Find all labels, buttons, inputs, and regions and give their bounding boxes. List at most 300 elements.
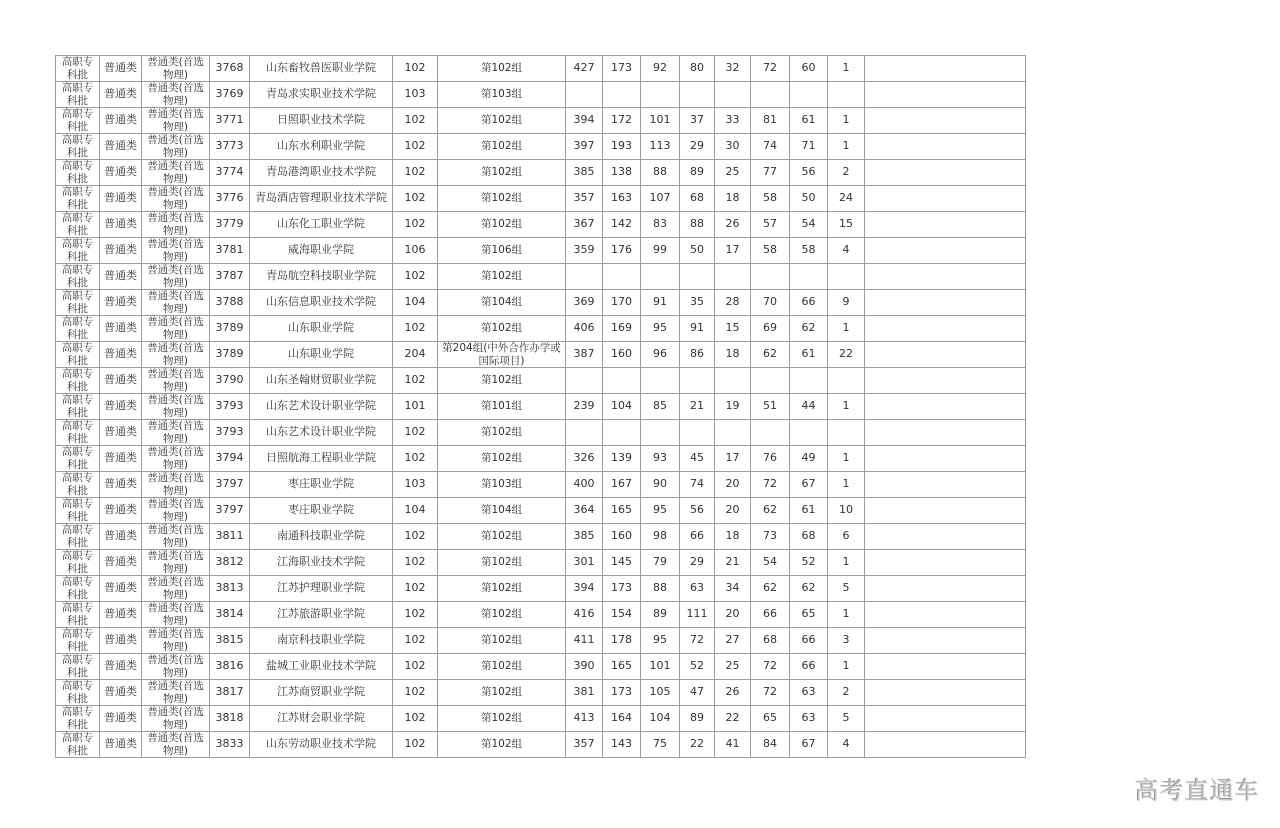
empty-cell	[865, 732, 1026, 758]
group-number-cell: 102	[393, 706, 438, 732]
stat-cell: 9	[828, 290, 865, 316]
stat-cell: 56	[680, 498, 715, 524]
stat-cell	[680, 82, 715, 108]
table-row	[56, 446, 1026, 472]
stat-cell: 22	[828, 342, 865, 368]
subcategory-cell: 普通类(首选物理)	[142, 602, 210, 628]
code-cell: 3794	[210, 446, 250, 472]
stat-cell	[603, 264, 641, 290]
category-cell: 普通类	[100, 498, 142, 524]
batch-cell: 高职专科批	[56, 108, 100, 134]
group-name-cell: 第102组	[438, 706, 566, 732]
empty-cell	[865, 446, 1026, 472]
category-cell: 普通类	[100, 290, 142, 316]
stat-cell: 63	[680, 576, 715, 602]
empty-cell	[865, 654, 1026, 680]
stat-cell: 45	[680, 446, 715, 472]
stat-cell: 176	[603, 238, 641, 264]
stat-cell: 163	[603, 186, 641, 212]
subcategory-cell: 普通类(首选物理)	[142, 680, 210, 706]
stat-cell: 60	[790, 56, 828, 82]
stat-cell: 173	[603, 576, 641, 602]
group-number-cell: 102	[393, 732, 438, 758]
stat-cell	[828, 82, 865, 108]
stat-cell: 411	[566, 628, 603, 654]
stat-cell: 170	[603, 290, 641, 316]
stat-cell: 169	[603, 316, 641, 342]
category-cell: 普通类	[100, 524, 142, 550]
group-number-cell: 102	[393, 654, 438, 680]
table-row	[56, 316, 1026, 342]
stat-cell: 90	[641, 472, 680, 498]
stat-cell: 95	[641, 498, 680, 524]
stat-cell: 18	[715, 524, 751, 550]
stat-cell: 20	[715, 472, 751, 498]
stat-cell: 394	[566, 576, 603, 602]
group-number-cell: 102	[393, 212, 438, 238]
group-name-cell: 第101组	[438, 394, 566, 420]
stat-cell: 96	[641, 342, 680, 368]
group-name-cell: 第102组	[438, 160, 566, 186]
empty-cell	[865, 420, 1026, 446]
stat-cell	[566, 82, 603, 108]
group-name-cell: 第102组	[438, 108, 566, 134]
batch-cell: 高职专科批	[56, 602, 100, 628]
school-cell: 盐城工业职业技术学院	[250, 654, 393, 680]
stat-cell: 49	[790, 446, 828, 472]
batch-cell: 高职专科批	[56, 628, 100, 654]
stat-cell: 91	[680, 316, 715, 342]
stat-cell: 61	[790, 108, 828, 134]
stat-cell: 58	[751, 186, 790, 212]
stat-cell: 27	[715, 628, 751, 654]
stat-cell: 173	[603, 56, 641, 82]
stat-cell: 3	[828, 628, 865, 654]
stat-cell: 35	[680, 290, 715, 316]
stat-cell: 1	[828, 134, 865, 160]
stat-cell: 18	[715, 342, 751, 368]
stat-cell: 47	[680, 680, 715, 706]
batch-cell: 高职专科批	[56, 524, 100, 550]
stat-cell: 1	[828, 394, 865, 420]
group-name-cell: 第106组	[438, 238, 566, 264]
stat-cell: 61	[790, 342, 828, 368]
stat-cell: 65	[790, 602, 828, 628]
stat-cell: 142	[603, 212, 641, 238]
stat-cell: 72	[751, 472, 790, 498]
stat-cell: 34	[715, 576, 751, 602]
stat-cell: 66	[790, 654, 828, 680]
stat-cell: 178	[603, 628, 641, 654]
stat-cell: 413	[566, 706, 603, 732]
stat-cell: 89	[680, 160, 715, 186]
stat-cell: 111	[680, 602, 715, 628]
batch-cell: 高职专科批	[56, 82, 100, 108]
table-row	[56, 238, 1026, 264]
category-cell: 普通类	[100, 134, 142, 160]
stat-cell	[828, 420, 865, 446]
empty-cell	[865, 576, 1026, 602]
code-cell: 3812	[210, 550, 250, 576]
school-cell: 南京科技职业学院	[250, 628, 393, 654]
stat-cell: 2	[828, 680, 865, 706]
code-cell: 3789	[210, 342, 250, 368]
stat-cell: 4	[828, 732, 865, 758]
category-cell: 普通类	[100, 654, 142, 680]
stat-cell: 86	[680, 342, 715, 368]
code-cell: 3773	[210, 134, 250, 160]
category-cell: 普通类	[100, 472, 142, 498]
empty-cell	[865, 368, 1026, 394]
stat-cell: 66	[751, 602, 790, 628]
code-cell: 3788	[210, 290, 250, 316]
empty-cell	[865, 680, 1026, 706]
stat-cell	[751, 420, 790, 446]
stat-cell: 67	[790, 472, 828, 498]
subcategory-cell: 普通类(首选物理)	[142, 394, 210, 420]
school-cell: 山东畜牧兽医职业学院	[250, 56, 393, 82]
stat-cell: 1	[828, 602, 865, 628]
stat-cell: 145	[603, 550, 641, 576]
stat-cell: 66	[790, 290, 828, 316]
category-cell: 普通类	[100, 420, 142, 446]
group-number-cell: 102	[393, 550, 438, 576]
stat-cell: 385	[566, 160, 603, 186]
stat-cell: 62	[751, 576, 790, 602]
stat-cell: 400	[566, 472, 603, 498]
stat-cell: 369	[566, 290, 603, 316]
stat-cell: 359	[566, 238, 603, 264]
batch-cell: 高职专科批	[56, 264, 100, 290]
stat-cell	[641, 264, 680, 290]
category-cell: 普通类	[100, 316, 142, 342]
batch-cell: 高职专科批	[56, 160, 100, 186]
group-number-cell: 104	[393, 290, 438, 316]
stat-cell: 107	[641, 186, 680, 212]
table-row	[56, 472, 1026, 498]
stat-cell: 394	[566, 108, 603, 134]
stat-cell: 26	[715, 212, 751, 238]
code-cell: 3789	[210, 316, 250, 342]
table-row	[56, 212, 1026, 238]
stat-cell: 164	[603, 706, 641, 732]
stat-cell: 101	[641, 654, 680, 680]
group-name-cell: 第102组	[438, 550, 566, 576]
empty-cell	[865, 706, 1026, 732]
stat-cell: 88	[680, 212, 715, 238]
stat-cell	[680, 420, 715, 446]
school-cell: 威海职业学院	[250, 238, 393, 264]
stat-cell: 52	[680, 654, 715, 680]
stat-cell: 22	[715, 706, 751, 732]
group-name-cell: 第102组	[438, 186, 566, 212]
code-cell: 3779	[210, 212, 250, 238]
stat-cell: 326	[566, 446, 603, 472]
stat-cell	[790, 82, 828, 108]
group-name-cell: 第102组	[438, 420, 566, 446]
stat-cell	[566, 420, 603, 446]
stat-cell: 387	[566, 342, 603, 368]
batch-cell: 高职专科批	[56, 732, 100, 758]
group-number-cell: 102	[393, 368, 438, 394]
stat-cell: 29	[680, 550, 715, 576]
empty-cell	[865, 82, 1026, 108]
stat-cell: 54	[751, 550, 790, 576]
group-name-cell: 第102组	[438, 654, 566, 680]
stat-cell	[603, 368, 641, 394]
stat-cell: 41	[715, 732, 751, 758]
stat-cell	[790, 264, 828, 290]
subcategory-cell: 普通类(首选物理)	[142, 628, 210, 654]
group-number-cell: 102	[393, 680, 438, 706]
category-cell: 普通类	[100, 680, 142, 706]
stat-cell: 83	[641, 212, 680, 238]
stat-cell: 95	[641, 628, 680, 654]
subcategory-cell: 普通类(首选物理)	[142, 472, 210, 498]
code-cell: 3815	[210, 628, 250, 654]
subcategory-cell: 普通类(首选物理)	[142, 550, 210, 576]
school-cell: 江苏旅游职业学院	[250, 602, 393, 628]
stat-cell: 68	[680, 186, 715, 212]
group-name-cell: 第102组	[438, 134, 566, 160]
table-row	[56, 706, 1026, 732]
stat-cell: 25	[715, 654, 751, 680]
stat-cell	[715, 82, 751, 108]
batch-cell: 高职专科批	[56, 446, 100, 472]
subcategory-cell: 普通类(首选物理)	[142, 290, 210, 316]
table-row	[56, 368, 1026, 394]
batch-cell: 高职专科批	[56, 290, 100, 316]
category-cell: 普通类	[100, 212, 142, 238]
batch-cell: 高职专科批	[56, 238, 100, 264]
stat-cell: 172	[603, 108, 641, 134]
batch-cell: 高职专科批	[56, 186, 100, 212]
stat-cell: 357	[566, 732, 603, 758]
stat-cell: 390	[566, 654, 603, 680]
subcategory-cell: 普通类(首选物理)	[142, 446, 210, 472]
stat-cell: 5	[828, 706, 865, 732]
stat-cell: 85	[641, 394, 680, 420]
stat-cell: 74	[751, 134, 790, 160]
stat-cell: 75	[641, 732, 680, 758]
subcategory-cell: 普通类(首选物理)	[142, 108, 210, 134]
stat-cell	[641, 82, 680, 108]
stat-cell: 1	[828, 446, 865, 472]
stat-cell	[751, 368, 790, 394]
code-cell: 3813	[210, 576, 250, 602]
subcategory-cell: 普通类(首选物理)	[142, 654, 210, 680]
stat-cell: 427	[566, 56, 603, 82]
stat-cell: 50	[790, 186, 828, 212]
stat-cell: 58	[790, 238, 828, 264]
stat-cell	[680, 264, 715, 290]
stat-cell: 1	[828, 316, 865, 342]
stat-cell	[641, 368, 680, 394]
stat-cell: 138	[603, 160, 641, 186]
stat-cell	[790, 420, 828, 446]
subcategory-cell: 普通类(首选物理)	[142, 524, 210, 550]
stat-cell: 104	[603, 394, 641, 420]
stat-cell: 84	[751, 732, 790, 758]
stat-cell: 88	[641, 576, 680, 602]
stat-cell	[790, 368, 828, 394]
stat-cell: 89	[680, 706, 715, 732]
category-cell: 普通类	[100, 238, 142, 264]
stat-cell: 15	[828, 212, 865, 238]
code-cell: 3771	[210, 108, 250, 134]
stat-cell: 301	[566, 550, 603, 576]
code-cell: 3797	[210, 472, 250, 498]
group-number-cell: 102	[393, 524, 438, 550]
empty-cell	[865, 550, 1026, 576]
stat-cell: 1	[828, 56, 865, 82]
stat-cell: 63	[790, 706, 828, 732]
school-cell: 山东化工职业学院	[250, 212, 393, 238]
table-row	[56, 56, 1026, 82]
table-row	[56, 654, 1026, 680]
group-number-cell: 102	[393, 628, 438, 654]
table-body	[56, 56, 1026, 758]
stat-cell: 104	[641, 706, 680, 732]
stat-cell	[751, 82, 790, 108]
school-cell: 江海职业技术学院	[250, 550, 393, 576]
stat-cell: 397	[566, 134, 603, 160]
group-name-cell: 第204组(中外合作办学或国际项目)	[438, 342, 566, 368]
group-name-cell: 第102组	[438, 264, 566, 290]
stat-cell: 74	[680, 472, 715, 498]
group-name-cell: 第102组	[438, 368, 566, 394]
stat-cell: 77	[751, 160, 790, 186]
group-number-cell: 101	[393, 394, 438, 420]
school-cell: 江苏护理职业学院	[250, 576, 393, 602]
stat-cell: 105	[641, 680, 680, 706]
stat-cell: 5	[828, 576, 865, 602]
batch-cell: 高职专科批	[56, 134, 100, 160]
stat-cell: 81	[751, 108, 790, 134]
stat-cell: 10	[828, 498, 865, 524]
empty-cell	[865, 472, 1026, 498]
stat-cell	[715, 420, 751, 446]
stat-cell: 367	[566, 212, 603, 238]
stat-cell: 385	[566, 524, 603, 550]
school-cell: 青岛酒店管理职业技术学院	[250, 186, 393, 212]
stat-cell	[828, 264, 865, 290]
code-cell: 3811	[210, 524, 250, 550]
batch-cell: 高职专科批	[56, 576, 100, 602]
stat-cell: 92	[641, 56, 680, 82]
empty-cell	[865, 134, 1026, 160]
stat-cell	[828, 368, 865, 394]
table-row	[56, 82, 1026, 108]
school-cell: 青岛求实职业技术学院	[250, 82, 393, 108]
school-cell: 日照航海工程职业学院	[250, 446, 393, 472]
group-number-cell: 102	[393, 420, 438, 446]
batch-cell: 高职专科批	[56, 368, 100, 394]
subcategory-cell: 普通类(首选物理)	[142, 498, 210, 524]
code-cell: 3790	[210, 368, 250, 394]
stat-cell: 193	[603, 134, 641, 160]
school-cell: 南通科技职业学院	[250, 524, 393, 550]
stat-cell: 69	[751, 316, 790, 342]
stat-cell: 56	[790, 160, 828, 186]
empty-cell	[865, 264, 1026, 290]
group-number-cell: 102	[393, 264, 438, 290]
school-cell: 山东职业学院	[250, 316, 393, 342]
group-number-cell: 102	[393, 316, 438, 342]
stat-cell: 18	[715, 186, 751, 212]
stat-cell: 72	[751, 654, 790, 680]
stat-cell: 173	[603, 680, 641, 706]
empty-cell	[865, 212, 1026, 238]
empty-cell	[865, 160, 1026, 186]
stat-cell: 99	[641, 238, 680, 264]
stat-cell: 51	[751, 394, 790, 420]
batch-cell: 高职专科批	[56, 394, 100, 420]
category-cell: 普通类	[100, 628, 142, 654]
batch-cell: 高职专科批	[56, 56, 100, 82]
stat-cell: 143	[603, 732, 641, 758]
stat-cell: 1	[828, 550, 865, 576]
category-cell: 普通类	[100, 368, 142, 394]
stat-cell: 54	[790, 212, 828, 238]
category-cell: 普通类	[100, 186, 142, 212]
group-name-cell: 第102组	[438, 732, 566, 758]
stat-cell	[566, 264, 603, 290]
school-cell: 江苏商贸职业学院	[250, 680, 393, 706]
stat-cell: 15	[715, 316, 751, 342]
stat-cell: 67	[790, 732, 828, 758]
school-cell: 青岛港湾职业技术学院	[250, 160, 393, 186]
table-row	[56, 394, 1026, 420]
table-row	[56, 524, 1026, 550]
code-cell: 3781	[210, 238, 250, 264]
group-number-cell: 102	[393, 160, 438, 186]
stat-cell: 4	[828, 238, 865, 264]
empty-cell	[865, 108, 1026, 134]
stat-cell: 76	[751, 446, 790, 472]
empty-cell	[865, 524, 1026, 550]
subcategory-cell: 普通类(首选物理)	[142, 264, 210, 290]
stat-cell	[641, 420, 680, 446]
category-cell: 普通类	[100, 82, 142, 108]
category-cell: 普通类	[100, 576, 142, 602]
code-cell: 3776	[210, 186, 250, 212]
stat-cell: 381	[566, 680, 603, 706]
group-number-cell: 102	[393, 602, 438, 628]
stat-cell: 22	[680, 732, 715, 758]
stat-cell: 6	[828, 524, 865, 550]
table-row	[56, 264, 1026, 290]
stat-cell: 406	[566, 316, 603, 342]
stat-cell: 165	[603, 498, 641, 524]
stat-cell: 80	[680, 56, 715, 82]
subcategory-cell: 普通类(首选物理)	[142, 342, 210, 368]
group-name-cell: 第102组	[438, 446, 566, 472]
stat-cell: 29	[680, 134, 715, 160]
batch-cell: 高职专科批	[56, 420, 100, 446]
group-name-cell: 第103组	[438, 472, 566, 498]
stat-cell: 68	[790, 524, 828, 550]
category-cell: 普通类	[100, 108, 142, 134]
table-row	[56, 108, 1026, 134]
stat-cell	[715, 264, 751, 290]
batch-cell: 高职专科批	[56, 706, 100, 732]
stat-cell: 93	[641, 446, 680, 472]
subcategory-cell: 普通类(首选物理)	[142, 160, 210, 186]
subcategory-cell: 普通类(首选物理)	[142, 576, 210, 602]
stat-cell: 44	[790, 394, 828, 420]
batch-cell: 高职专科批	[56, 498, 100, 524]
